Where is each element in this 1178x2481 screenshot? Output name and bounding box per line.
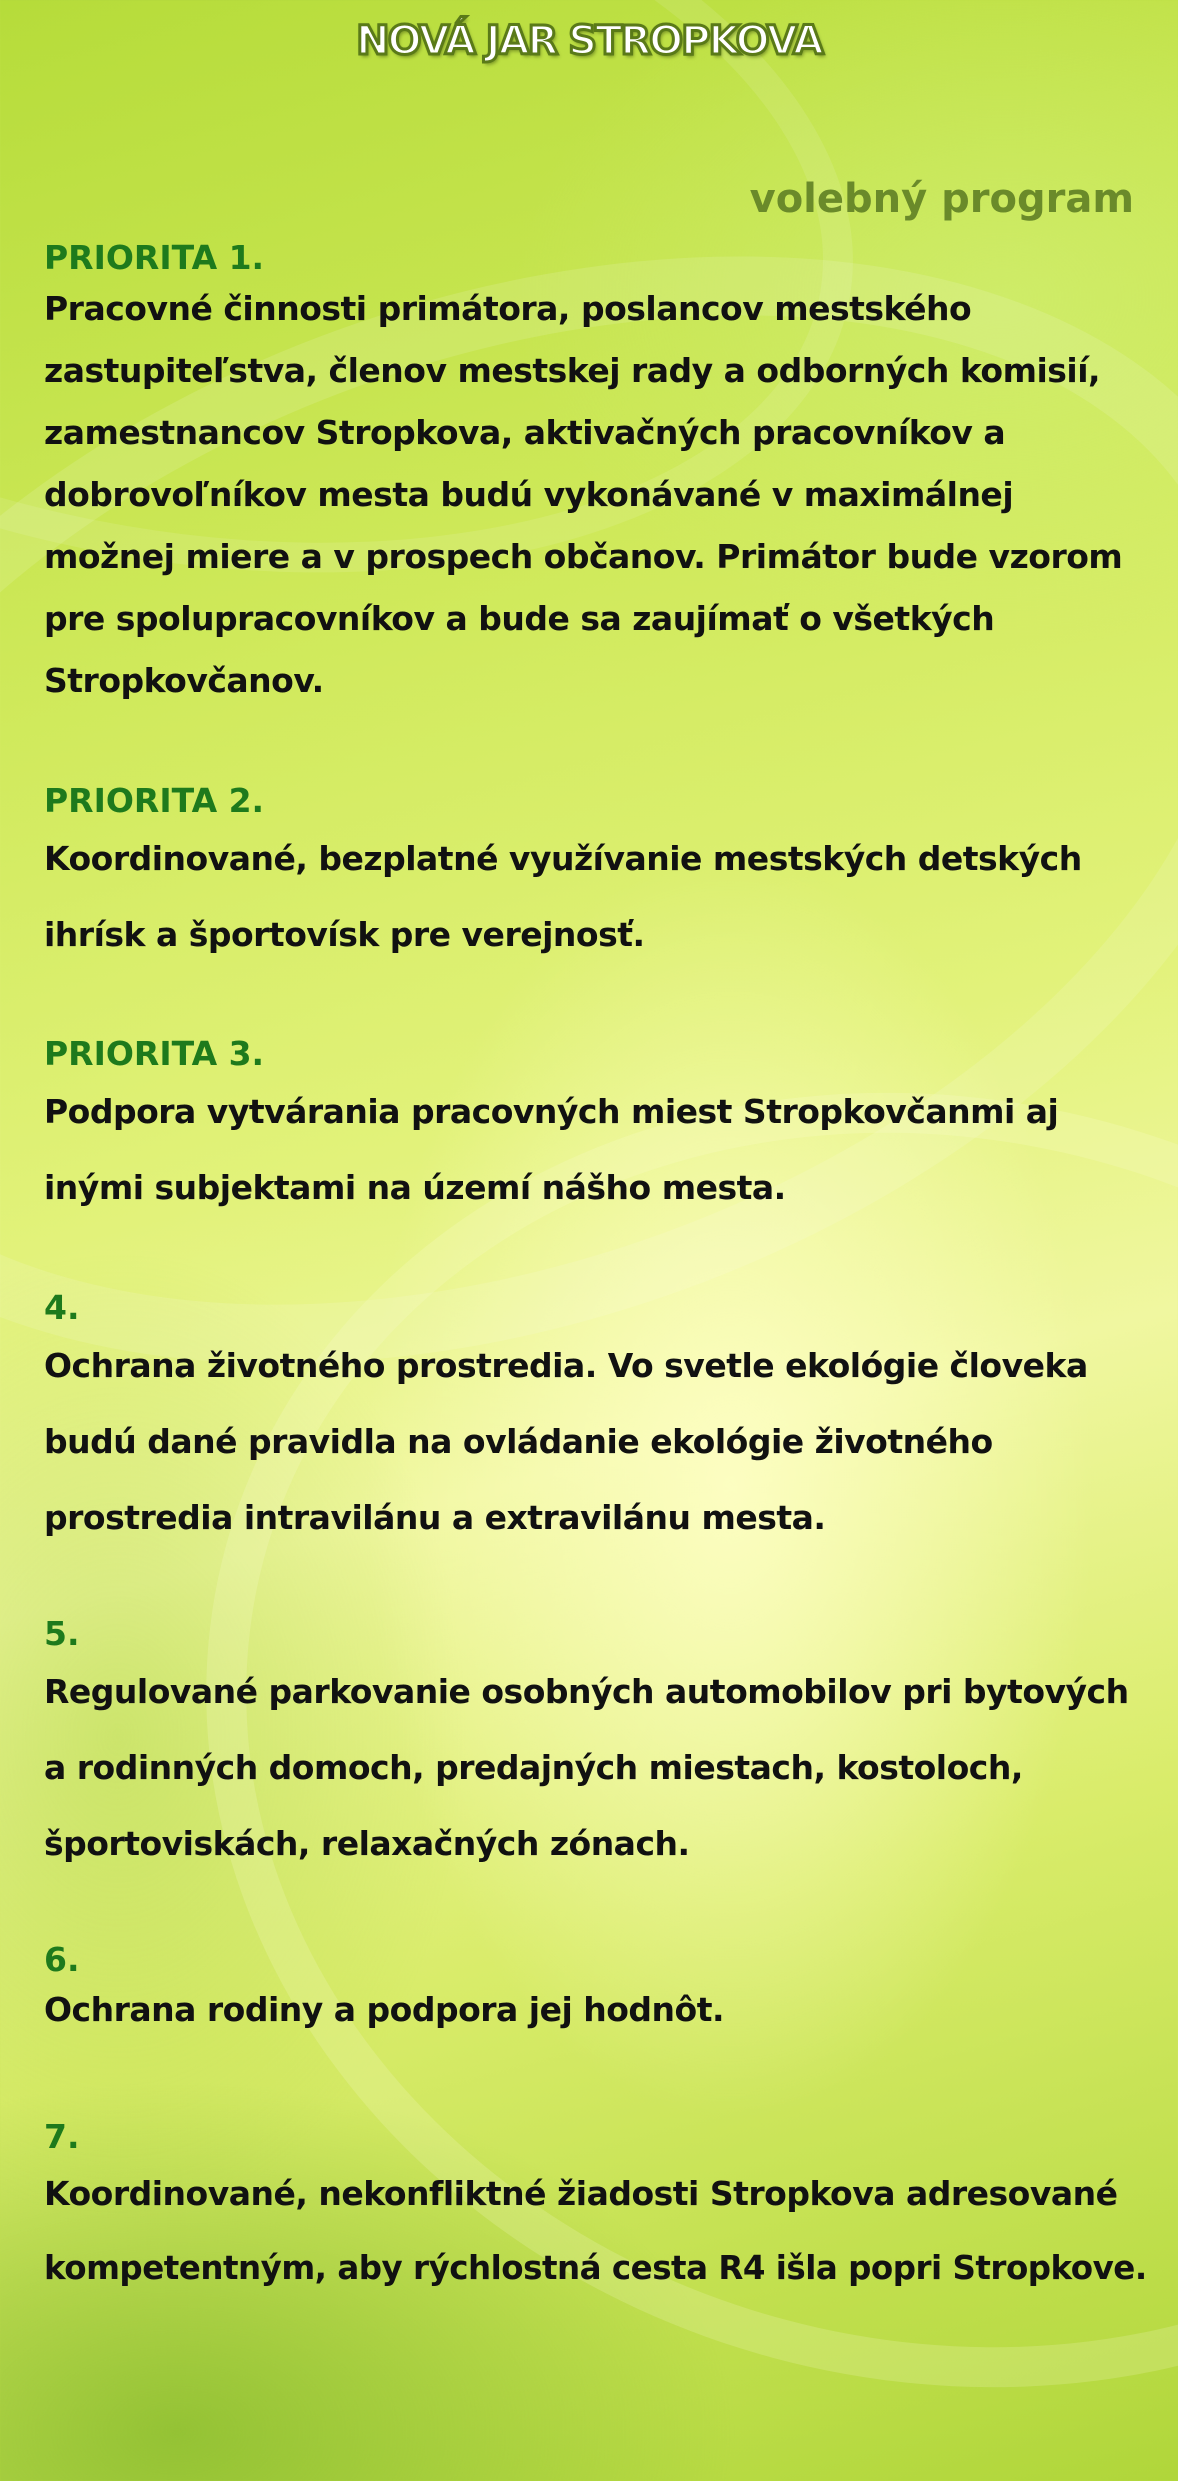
text-line: Ochrana životného prostredia. Vo svetle ekológie človeka: [44, 1346, 1088, 1385]
priority-section-6: [44, 1940, 1154, 2040]
text-line: športoviskách, relaxačných zónach.: [44, 1824, 690, 1863]
priority-text: [44, 1074, 1154, 1226]
priority-heading: 5.: [44, 1614, 80, 1653]
priority-heading: 6.: [44, 1940, 80, 1979]
priority-text: [44, 278, 1154, 712]
text-line: inými subjektami na území nášho mesta.: [44, 1168, 786, 1207]
priority-section-2: [44, 781, 1154, 973]
text-line: Stropkovčanov.: [44, 661, 324, 700]
priority-text: [44, 821, 1154, 973]
text-line: Ochrana rodiny a podpora jej hodnôt.: [44, 1990, 725, 2029]
priority-section-1: [44, 238, 1154, 712]
priority-text: [44, 1980, 1154, 2040]
text-line: Pracovné činnosti primátora, poslancov mestského: [44, 289, 972, 328]
priority-text: [44, 2157, 1154, 2305]
priority-heading: PRIORITA 2.: [44, 781, 265, 820]
priority-heading: 4.: [44, 1288, 80, 1327]
text-line: Koordinované, nekonfliktné žiadosti Stropkova adresované: [44, 2174, 1118, 2213]
text-line: zastupiteľstva, členov mestskej rady a odborných komisií,: [44, 351, 1101, 390]
priority-section-7: [44, 2117, 1154, 2305]
priority-section-5: [44, 1614, 1154, 1882]
priority-heading: PRIORITA 3.: [44, 1034, 265, 1073]
poster-title: NOVÁ JAR STROPKOVA: [356, 18, 822, 64]
text-line: prostredia intravilánu a extravilánu mesta.: [44, 1498, 826, 1537]
priority-section-4: [44, 1288, 1154, 1556]
priority-section-3: [44, 1034, 1154, 1226]
text-line: Podpora vytvárania pracovných miest Stropkovčanmi aj: [44, 1092, 1059, 1131]
priority-heading: 7.: [44, 2117, 80, 2156]
text-line: Koordinované, bezplatné využívanie mestských detských: [44, 839, 1082, 878]
text-line: možnej miere a v prospech občanov. Primátor bude vzorom: [44, 537, 1123, 576]
text-line: dobrovoľníkov mesta budú vykonávané v maximálnej: [44, 475, 1014, 514]
text-line: budú dané pravidla na ovládanie ekológie životného: [44, 1422, 993, 1461]
text-line: Regulované parkovanie osobných automobilov pri bytových: [44, 1672, 1129, 1711]
poster-subtitle: volebný program: [749, 176, 1134, 222]
priority-heading: PRIORITA 1.: [44, 238, 265, 277]
text-line: pre spolupracovníkov a bude sa zaujímať o všetkých: [44, 599, 995, 638]
priority-text: [44, 1328, 1154, 1556]
text-line: ihrísk a športovísk pre verejnosť.: [44, 915, 645, 954]
text-line: zamestnancov Stropkova, aktivačných pracovníkov a: [44, 413, 1006, 452]
text-line: a rodinných domoch, predajných miestach, kostoloch,: [44, 1748, 1023, 1787]
priority-text: [44, 1654, 1154, 1882]
text-line: kompetentným, aby rýchlostná cesta R4 išla popri Stropkove.: [44, 2249, 1147, 2287]
